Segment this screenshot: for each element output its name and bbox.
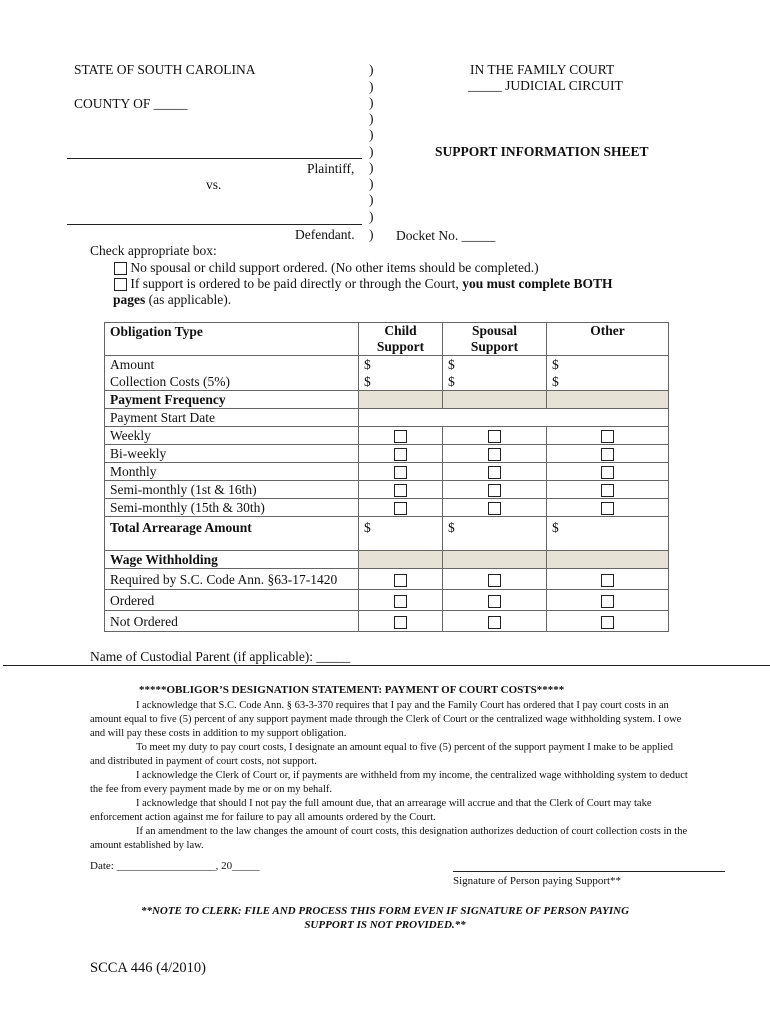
option-no-support-label: No spousal or child support ordered. (No other items should be completed.) <box>130 260 539 275</box>
semimonthly-1-label: Semi-monthly (1st & 16th) <box>105 481 359 499</box>
statement-title: *****OBLIGOR’S DESIGNATION STATEMENT: PAYMENT OF COURT COSTS***** <box>139 684 565 696</box>
table-row <box>105 356 669 374</box>
obligation-table <box>104 322 669 632</box>
wage-required-other-checkbox[interactable] <box>601 574 614 587</box>
checkbox[interactable] <box>114 262 127 275</box>
wage-required-spousal-checkbox[interactable] <box>488 574 501 587</box>
amount-label: Amount <box>105 356 359 374</box>
header-obligation-type: Obligation Type <box>105 323 359 356</box>
signature-label: Signature of Person paying Support** <box>453 875 622 887</box>
table-header-row <box>105 323 669 356</box>
table-row <box>105 569 669 590</box>
statement-paragraph: I acknowledge that S.C. Code Ann. § 63-3-370 requires that I pay and the Family Court has ordered that I pay court costs in an amount equal to five (5) percent of any support payment made through the Clerk of Court or the centralized wage withholding system. I owe and will pay these costs in addition to my support obligation. <box>90 700 682 739</box>
weekly-other-checkbox[interactable] <box>601 430 614 443</box>
paren: ) <box>369 160 374 175</box>
collection-costs-label: Collection Costs (5%) <box>105 373 359 391</box>
clerk-note-line1: **NOTE TO CLERK: FILE AND PROCESS THIS FORM EVEN IF SIGNATURE OF PERSON PAYING <box>140 905 630 917</box>
biweekly-other-checkbox[interactable] <box>601 448 614 461</box>
paren: ) <box>369 79 374 94</box>
statement-body <box>90 699 690 853</box>
paren: ) <box>369 144 374 159</box>
circuit-label: _____ JUDICIAL CIRCUIT <box>468 78 623 93</box>
header-child-support: Child Support <box>359 323 443 356</box>
arrearage-spousal-field[interactable]: $ <box>443 517 547 551</box>
payment-frequency-label: Payment Frequency <box>105 391 359 409</box>
wage-not-ordered-child-checkbox[interactable] <box>394 616 407 629</box>
paren: ) <box>369 176 374 191</box>
header-spousal-support: Spousal Support <box>443 323 547 356</box>
table-row <box>105 517 669 551</box>
table-row <box>105 590 669 611</box>
paren: ) <box>369 111 374 126</box>
monthly-spousal-checkbox[interactable] <box>488 466 501 479</box>
semimonthly-1-other-checkbox[interactable] <box>601 484 614 497</box>
checkbox[interactable] <box>114 278 127 291</box>
signature-line[interactable] <box>453 871 725 872</box>
collection-child-field[interactable]: $ <box>359 373 443 391</box>
header-other: Other <box>547 323 669 356</box>
amount-child-field[interactable]: $ <box>359 356 443 374</box>
option-support-ordered[interactable] <box>114 276 613 292</box>
wage-not-ordered-spousal-checkbox[interactable] <box>488 616 501 629</box>
weekly-spousal-checkbox[interactable] <box>488 430 501 443</box>
wage-not-ordered-label: Not Ordered <box>105 611 359 632</box>
table-row <box>105 373 669 391</box>
plaintiff-label: Plaintiff, <box>307 161 355 176</box>
paren: ) <box>369 95 374 110</box>
wage-ordered-label: Ordered <box>105 590 359 611</box>
clerk-note-line2: SUPPORT IS NOT PROVIDED.** <box>304 919 466 931</box>
semimonthly-1-child-checkbox[interactable] <box>394 484 407 497</box>
form-title: SUPPORT INFORMATION SHEET <box>435 144 649 159</box>
monthly-other-checkbox[interactable] <box>601 466 614 479</box>
semimonthly-2-other-checkbox[interactable] <box>601 502 614 515</box>
biweekly-child-checkbox[interactable] <box>394 448 407 461</box>
court-label: IN THE FAMILY COURT <box>470 62 615 77</box>
table-row <box>105 409 669 427</box>
statement-paragraph: If an amendment to the law changes the amount of court costs, this designation authorizes deduction of court collection costs in the amount established by law. <box>90 826 688 851</box>
wage-ordered-child-checkbox[interactable] <box>394 595 407 608</box>
arrearage-label: Total Arrearage Amount <box>105 517 359 551</box>
option-support-label: If support is ordered to be paid directly or through the Court, <box>130 276 463 291</box>
biweekly-label: Bi-weekly <box>105 445 359 463</box>
defendant-label: Defendant. <box>295 227 355 242</box>
table-row <box>105 551 669 569</box>
wage-not-ordered-other-checkbox[interactable] <box>601 616 614 629</box>
table-row <box>105 391 669 409</box>
paren: ) <box>369 127 374 142</box>
pages-bold: pages <box>113 292 146 307</box>
table-row <box>105 445 669 463</box>
wage-ordered-spousal-checkbox[interactable] <box>488 595 501 608</box>
section-divider <box>3 665 770 666</box>
docket-label: Docket No. _____ <box>396 228 496 243</box>
state-label: STATE OF SOUTH CAROLINA <box>74 62 256 77</box>
vs-label: vs. <box>206 177 222 192</box>
table-row <box>105 499 669 517</box>
wage-required-child-checkbox[interactable] <box>394 574 407 587</box>
amount-spousal-field[interactable]: $ <box>443 356 547 374</box>
collection-other-field[interactable]: $ <box>547 373 669 391</box>
custodial-parent-label: Name of Custodial Parent (if applicable): _____ <box>90 649 351 664</box>
semimonthly-2-child-checkbox[interactable] <box>394 502 407 515</box>
form-id: SCCA 446 (4/2010) <box>90 960 207 976</box>
option-support-bold: you must complete BOTH <box>462 276 613 291</box>
paren: ) <box>369 209 374 224</box>
statement-paragraph: To meet my duty to pay court costs, I designate an amount equal to five (5) percent of the support payment I make to be applied and distributed in payment of court costs, not support. <box>90 742 673 767</box>
defendant-line[interactable] <box>67 224 362 225</box>
check-box-heading: Check appropriate box: <box>90 243 217 258</box>
monthly-child-checkbox[interactable] <box>394 466 407 479</box>
collection-spousal-field[interactable]: $ <box>443 373 547 391</box>
monthly-label: Monthly <box>105 463 359 481</box>
paren: ) <box>369 192 374 207</box>
plaintiff-line[interactable] <box>67 158 362 159</box>
semimonthly-1-spousal-checkbox[interactable] <box>488 484 501 497</box>
option-support-line2 <box>113 292 231 308</box>
table-row <box>105 427 669 445</box>
semimonthly-2-spousal-checkbox[interactable] <box>488 502 501 515</box>
arrearage-child-field[interactable]: $ <box>359 517 443 551</box>
table-row <box>105 481 669 499</box>
table-row <box>105 611 669 632</box>
date-field[interactable]: Date: __________________, 20_____ <box>90 860 260 872</box>
payment-start-field[interactable] <box>359 409 669 427</box>
option-no-support[interactable] <box>114 260 539 276</box>
weekly-child-checkbox[interactable] <box>394 430 407 443</box>
payment-start-label: Payment Start Date <box>105 409 359 427</box>
wage-withholding-label: Wage Withholding <box>105 551 359 569</box>
county-label: COUNTY OF _____ <box>74 96 188 111</box>
biweekly-spousal-checkbox[interactable] <box>488 448 501 461</box>
wage-required-label: Required by S.C. Code Ann. §63-17-1420 <box>105 569 359 590</box>
weekly-label: Weekly <box>105 427 359 445</box>
paren: ) <box>369 227 374 242</box>
paren: ) <box>369 62 374 77</box>
pages-applicable: (as applicable). <box>145 292 232 307</box>
statement-paragraph: I acknowledge the Clerk of Court or, if payments are withheld from my income, the centralized wage withholding system to deduct the fee from every payment made by me or on my behalf. <box>90 770 688 795</box>
semimonthly-2-label: Semi-monthly (15th & 30th) <box>105 499 359 517</box>
arrearage-other-field[interactable]: $ <box>547 517 669 551</box>
table-row <box>105 463 669 481</box>
amount-other-field[interactable]: $ <box>547 356 669 374</box>
statement-paragraph: I acknowledge that should I not pay the full amount due, that an arrearage will accrue and that the Clerk of Court may take enforcement action against me for failure to pay all amounts ordered by the Court. <box>90 798 652 823</box>
wage-ordered-other-checkbox[interactable] <box>601 595 614 608</box>
